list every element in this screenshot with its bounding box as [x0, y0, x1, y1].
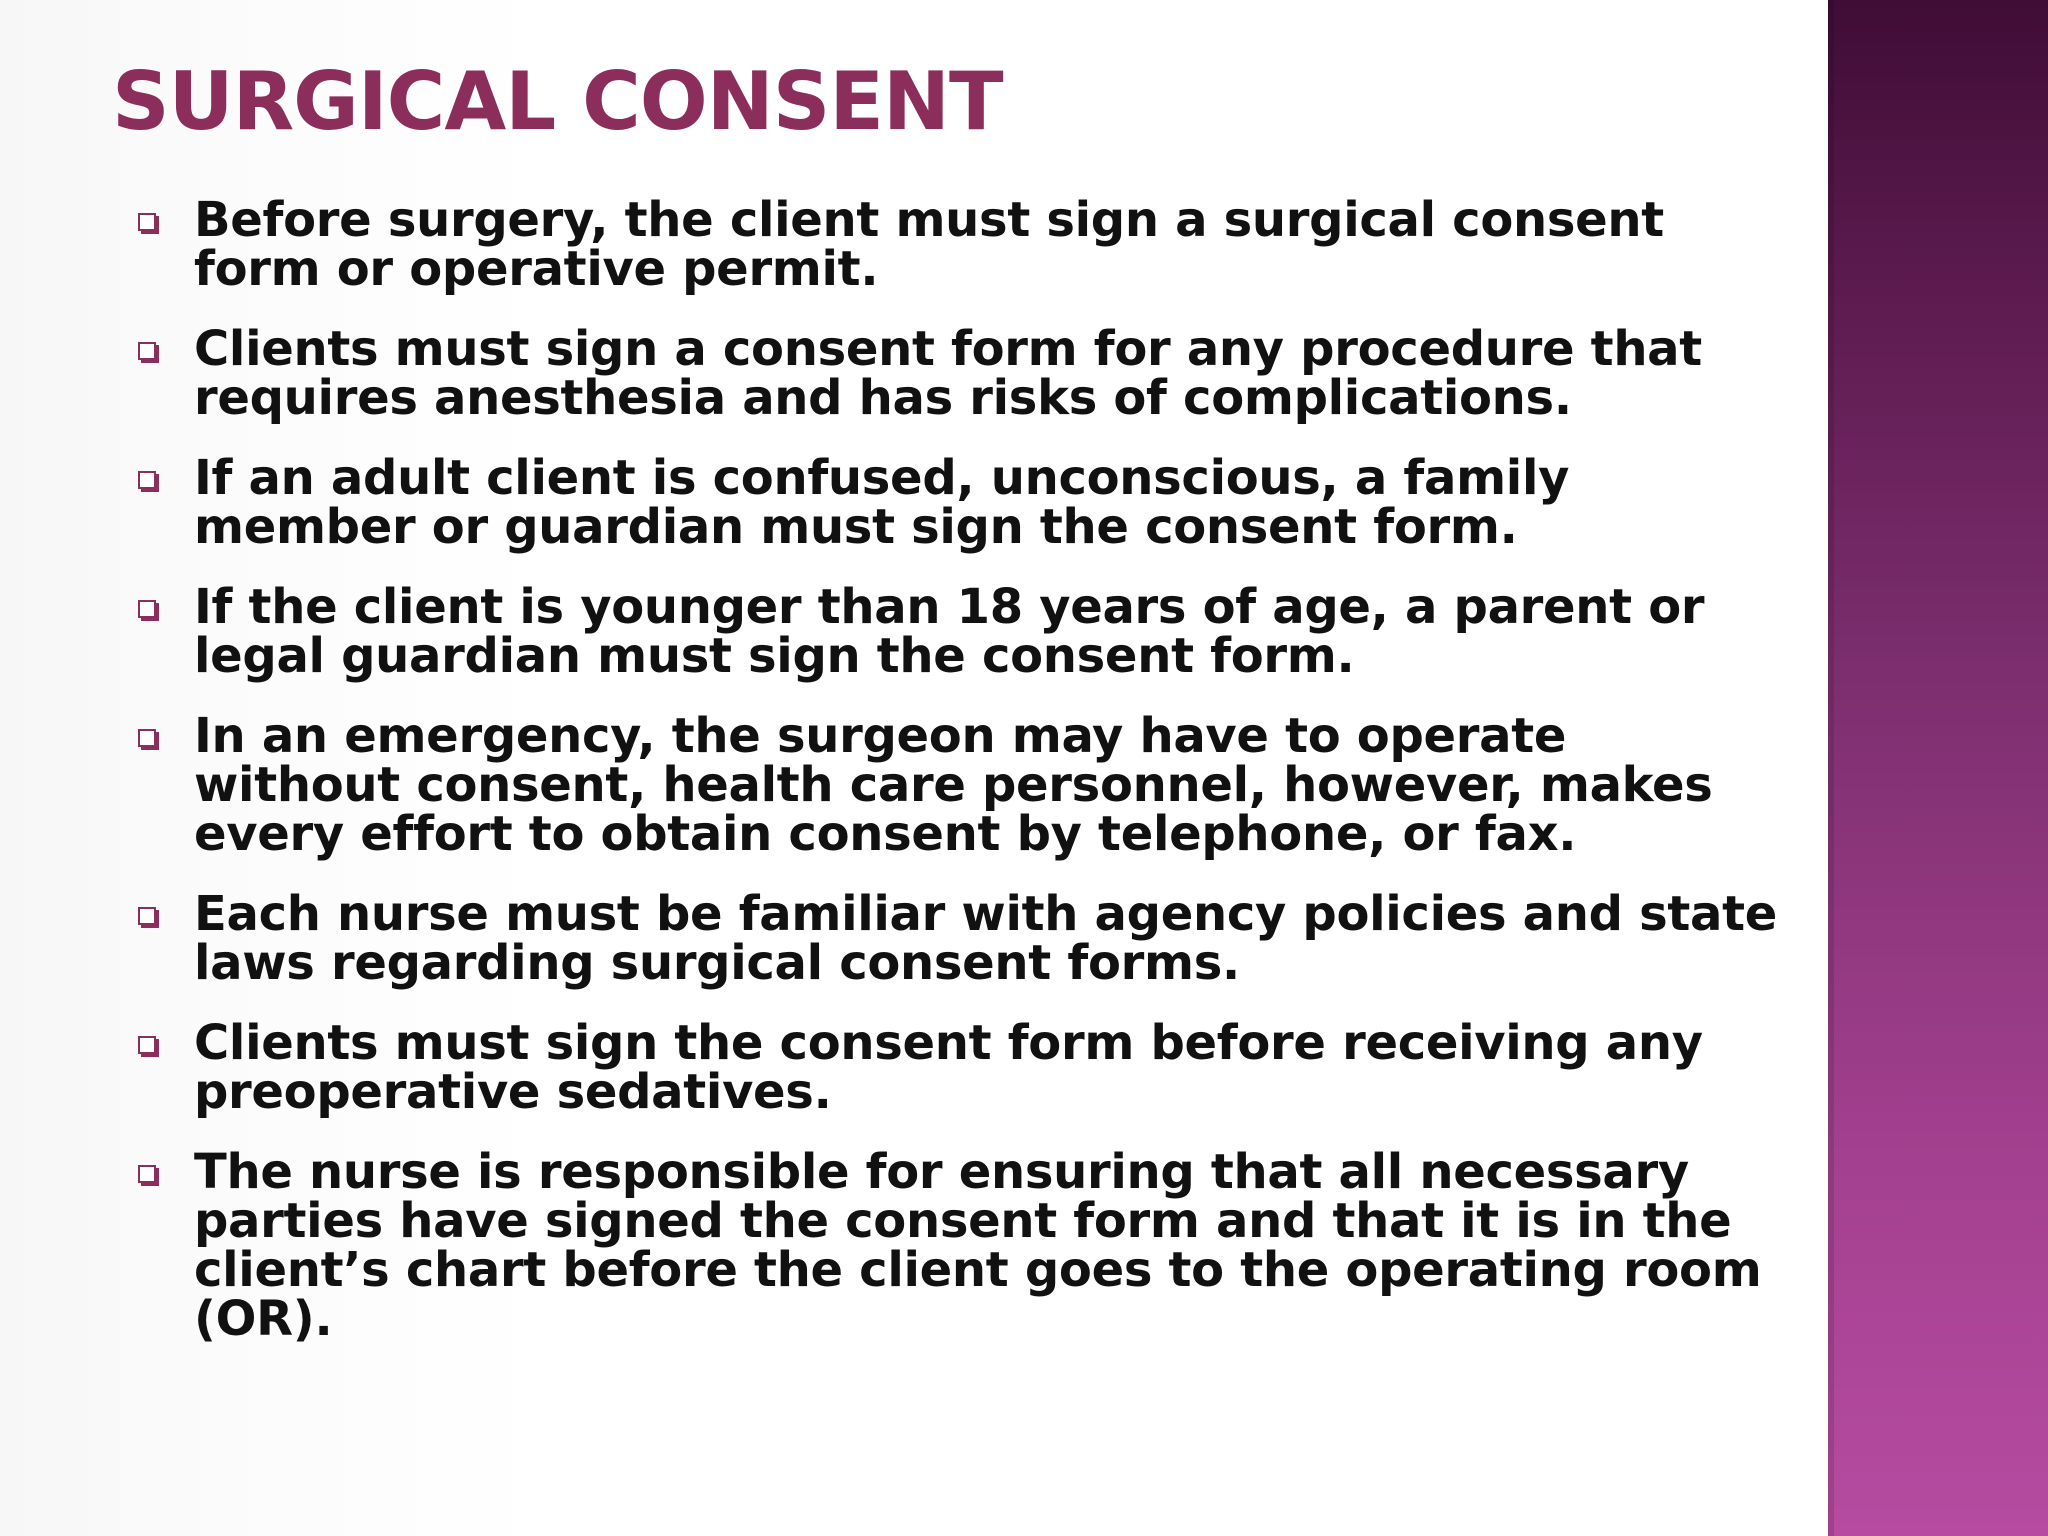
square-bullet-icon [138, 213, 156, 231]
bullet-list [128, 192, 1788, 1375]
square-bullet-icon [138, 729, 156, 747]
bullet-item [128, 1015, 1788, 1120]
decorative-side-band [1828, 0, 2048, 1536]
bullet-text: If an adult client is confused, unconscious, a family member or guardian must sign the consent form. [194, 450, 1570, 555]
bullet-item [128, 192, 1788, 297]
bullet-text: Clients must sign the consent form before receiving any preoperative sedatives. [194, 1015, 1703, 1120]
square-bullet-icon [138, 1036, 156, 1054]
bullet-text: Clients must sign a consent form for any procedure that requires anesthesia and has risks of complications. [194, 321, 1702, 426]
square-bullet-icon [138, 600, 156, 618]
bullet-item [128, 708, 1788, 862]
bullet-item [128, 450, 1788, 555]
bullet-text: Each nurse must be familiar with agency policies and state laws regarding surgical consent forms. [194, 886, 1778, 991]
bullet-text: In an emergency, the surgeon may have to operate without consent, health care personnel, however, makes every effort to obtain consent by telephone, or fax. [194, 708, 1713, 862]
square-bullet-icon [138, 907, 156, 925]
bullet-item [128, 321, 1788, 426]
bullet-item [128, 1144, 1788, 1347]
bullet-text: Before surgery, the client must sign a surgical consent form or operative permit. [194, 192, 1664, 297]
bullet-item [128, 579, 1788, 684]
square-bullet-icon [138, 1165, 156, 1183]
bullet-text: If the client is younger than 18 years of age, a parent or legal guardian must sign the consent form. [194, 579, 1705, 684]
bullet-item [128, 886, 1788, 991]
square-bullet-icon [138, 342, 156, 360]
slide-title: SURGICAL CONSENT [112, 55, 1003, 148]
bullet-text: The nurse is responsible for ensuring that all necessary parties have signed the consent form and that it is in the client’s chart before the client goes to the operating room (OR). [194, 1144, 1762, 1347]
square-bullet-icon [138, 471, 156, 489]
